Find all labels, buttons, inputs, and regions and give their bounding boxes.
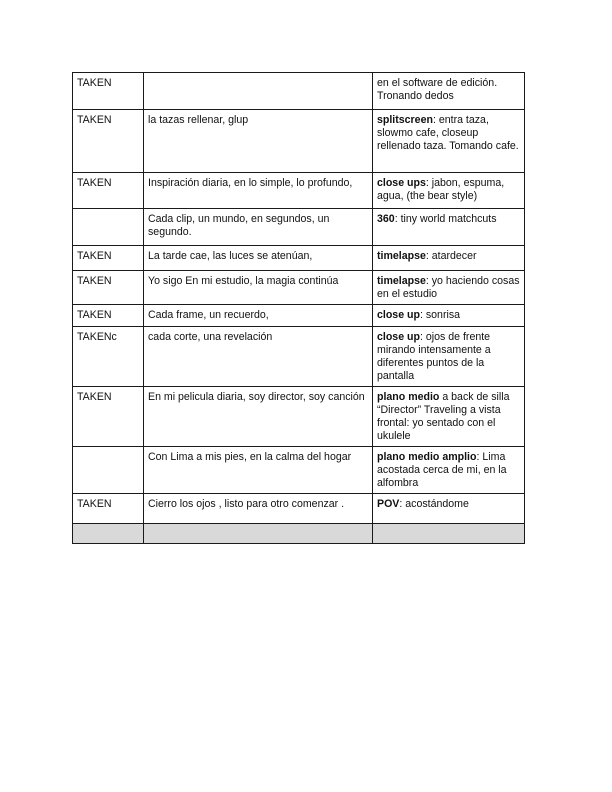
shot-description: : Lima acostada cerca de mi, en la alfombra xyxy=(377,451,507,489)
shot-term: plano medio xyxy=(377,391,440,403)
shot-description: : ojos de frente mirando intensamente a diferentes puntos de la pantalla xyxy=(377,331,491,382)
shot-term: timelapse xyxy=(377,250,426,262)
table-row xyxy=(73,73,525,110)
shot-cell xyxy=(373,209,525,246)
status-cell: TAKEN xyxy=(73,494,144,524)
lyric-cell: En mi pelicula diaria, soy director, soy canción xyxy=(144,387,373,447)
footer-cell xyxy=(373,524,525,544)
status-cell: TAKENc xyxy=(73,327,144,387)
shot-list-table xyxy=(72,72,525,544)
table-footer-row xyxy=(73,524,525,544)
shot-cell xyxy=(373,494,525,524)
lyric-cell xyxy=(144,73,373,110)
status-cell: TAKEN xyxy=(73,246,144,271)
shot-description: : jabon, espuma, agua, (the bear style) xyxy=(377,177,505,202)
lyric-cell: cada corte, una revelación xyxy=(144,327,373,387)
shot-term: plano medio amplio xyxy=(377,451,477,463)
status-cell xyxy=(73,447,144,494)
lyric-cell: La tarde cae, las luces se atenúan, xyxy=(144,246,373,271)
table-row xyxy=(73,327,525,387)
lyric-cell: Inspiración diaria, en lo simple, lo profundo, xyxy=(144,173,373,209)
lyric-cell: Cada frame, un recuerdo, xyxy=(144,305,373,327)
lyric-cell: Con Lima a mis pies, en la calma del hogar xyxy=(144,447,373,494)
shot-description: : acostándome xyxy=(399,498,469,510)
shot-cell xyxy=(373,447,525,494)
shot-term: close up xyxy=(377,331,420,343)
shot-description: : sonrisa xyxy=(419,309,461,321)
shot-description: : yo haciendo cosas en el estudio xyxy=(377,275,520,300)
status-cell: TAKEN xyxy=(73,110,144,173)
shot-term: 360 xyxy=(377,213,395,225)
table-row xyxy=(73,447,525,494)
lyric-cell: Cada clip, un mundo, en segundos, un segundo. xyxy=(144,209,373,246)
shot-cell xyxy=(373,305,525,327)
shot-term: close up xyxy=(377,309,420,321)
shot-cell xyxy=(373,110,525,173)
lyric-cell: la tazas rellenar, glup xyxy=(144,110,373,173)
table-row xyxy=(73,173,525,209)
shot-cell xyxy=(373,246,525,271)
shot-description: a back de silla “Director” Traveling a vista frontal: yo sentado con el ukulele xyxy=(377,391,510,442)
footer-cell xyxy=(144,524,373,544)
shot-description: : atardecer xyxy=(425,250,477,262)
shot-term: timelapse xyxy=(377,275,426,287)
table-row xyxy=(73,246,525,271)
status-cell: TAKEN xyxy=(73,73,144,110)
status-cell: TAKEN xyxy=(73,305,144,327)
footer-cell xyxy=(73,524,144,544)
shot-cell xyxy=(373,73,525,110)
table-row xyxy=(73,110,525,173)
shot-description: : tiny world matchcuts xyxy=(394,213,497,225)
shot-cell xyxy=(373,173,525,209)
status-cell: TAKEN xyxy=(73,387,144,447)
table-row xyxy=(73,387,525,447)
status-cell: TAKEN xyxy=(73,173,144,209)
table-row xyxy=(73,305,525,327)
table-row xyxy=(73,209,525,246)
shot-cell xyxy=(373,327,525,387)
shot-term: POV xyxy=(377,498,400,510)
table-row xyxy=(73,494,525,524)
shot-cell xyxy=(373,271,525,305)
status-cell: TAKEN xyxy=(73,271,144,305)
lyric-cell: Yo sigo En mi estudio, la magia continúa xyxy=(144,271,373,305)
shot-description: en el software de edición. Tronando dedos xyxy=(377,77,498,102)
status-cell xyxy=(73,209,144,246)
shot-cell xyxy=(373,387,525,447)
lyric-cell: Cierro los ojos , listo para otro comenzar . xyxy=(144,494,373,524)
shot-term: splitscreen xyxy=(377,114,433,126)
table-row xyxy=(73,271,525,305)
shot-description: : entra taza, slowmo cafe, closeup rellenado taza. Tomando cafe. xyxy=(377,114,519,152)
shot-term: close ups xyxy=(377,177,426,189)
